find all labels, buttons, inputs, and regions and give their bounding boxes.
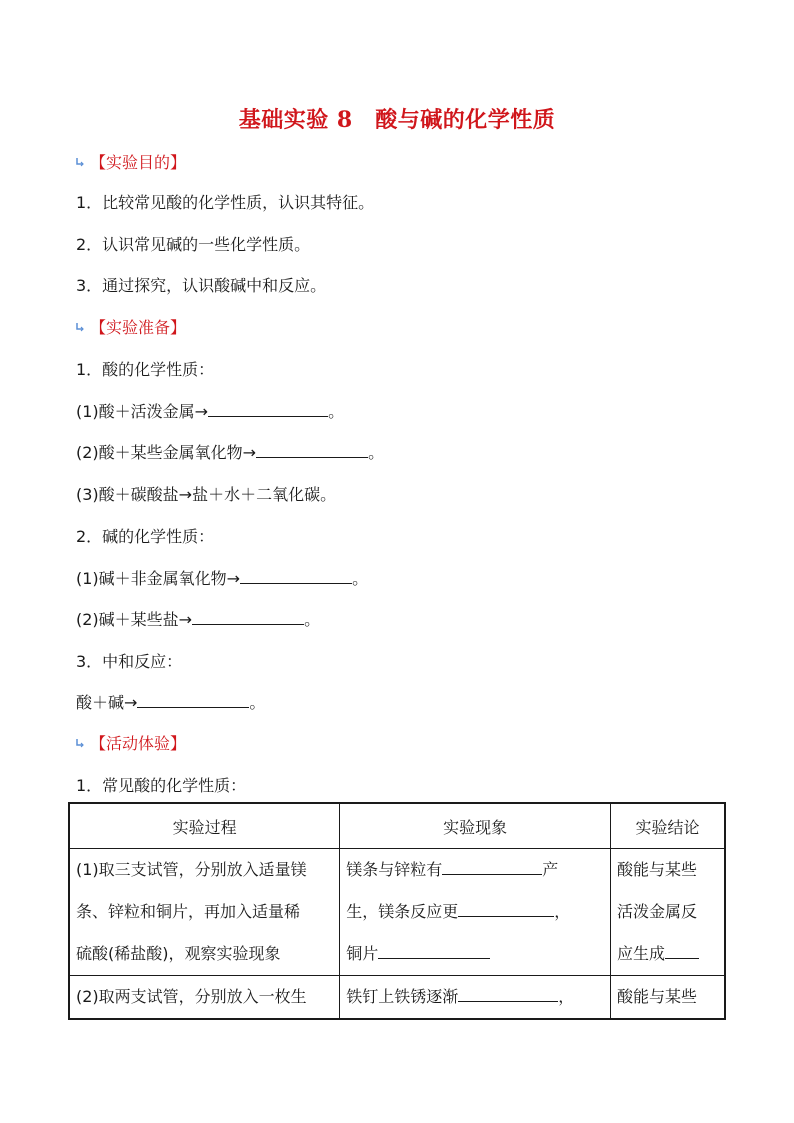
- period: 。: [368, 443, 385, 462]
- section-marker-icon: [76, 738, 85, 748]
- header-phenomenon: 实验现象: [340, 803, 611, 849]
- fill-blank[interactable]: [256, 443, 368, 458]
- activity-heading: 1．常见酸的化学性质：: [76, 776, 247, 795]
- section-activity-label: 【活动体验】: [90, 734, 187, 753]
- table-row: [69, 976, 725, 1020]
- acid-property-2-text: (2)酸＋某些金属氧化物→: [76, 443, 257, 462]
- section-activity: [76, 731, 186, 754]
- acid-property-2: [76, 440, 384, 463]
- process-line: 硫酸(稀盐酸)，观察实验现象: [76, 944, 281, 963]
- section-purpose-label: 【实验目的】: [90, 153, 187, 172]
- neutral-heading: 3．中和反应：: [76, 652, 183, 671]
- purpose-item-2: 2．认识常见碱的一些化学性质。: [76, 235, 311, 254]
- conclusion-line: 酸能与某些: [616, 987, 697, 1006]
- period: 。: [328, 402, 345, 421]
- acid-property-3: (3)酸＋碳酸盐→盐＋水＋二氧化碳。: [76, 485, 337, 504]
- process-line: (1)取三支试管，分别放入适量镁: [76, 860, 307, 879]
- phenomenon-text: 镁条与锌粒有: [346, 860, 443, 879]
- base-property-2: [76, 607, 320, 630]
- fill-blank[interactable]: [458, 987, 558, 1002]
- base-property-2-text: (2)碱＋某些盐→: [76, 610, 193, 629]
- header-process: 实验过程: [69, 803, 340, 849]
- base-property-1-text: (1)碱＋非金属氧化物→: [76, 569, 241, 588]
- fill-blank[interactable]: [378, 944, 490, 959]
- section-prep: [76, 315, 186, 338]
- period: 。: [249, 693, 266, 712]
- phenomenon-cell: [340, 849, 611, 976]
- table-row: [69, 849, 725, 976]
- base-property-1: [76, 566, 368, 589]
- acid-heading: 1．酸的化学性质：: [76, 360, 215, 379]
- fill-blank[interactable]: [137, 693, 249, 708]
- phenomenon-text: 生，镁条反应更: [346, 902, 459, 921]
- phenomenon-text: 产: [542, 860, 559, 879]
- phenomenon-line: [346, 933, 604, 975]
- process-line: (2)取两支试管，分别放入一枚生: [76, 987, 307, 1006]
- phenomenon-text: 铁钉上铁锈逐渐: [346, 987, 459, 1006]
- fill-blank[interactable]: [458, 902, 554, 917]
- acid-property-1-text: (1)酸＋活泼金属→: [76, 402, 209, 421]
- header-conclusion: 实验结论: [610, 803, 725, 849]
- table-header-row: [69, 803, 725, 849]
- page-title: 基础实验 8 酸与碱的化学性质: [238, 107, 556, 133]
- base-heading: 2．碱的化学性质：: [76, 527, 215, 546]
- section-prep-label: 【实验准备】: [90, 318, 187, 337]
- phenomenon-line: [346, 976, 604, 1018]
- conclusion-line: 活泼金属反: [616, 902, 697, 921]
- process-line: 条、锌粒和铜片，再加入适量稀: [76, 902, 301, 921]
- fill-blank[interactable]: [442, 860, 542, 875]
- fill-blank[interactable]: [192, 610, 304, 625]
- phenomenon-line: [346, 849, 604, 891]
- fill-blank[interactable]: [208, 402, 328, 417]
- conclusion-cell: [610, 976, 725, 1020]
- section-marker-icon: [76, 157, 85, 167]
- phenomenon-text: 铜片: [346, 944, 379, 963]
- neutral-reaction-text: 酸＋碱→: [76, 693, 138, 712]
- section-purpose: [76, 150, 186, 173]
- process-cell: [69, 976, 340, 1020]
- section-marker-icon: [76, 322, 85, 332]
- period: 。: [352, 569, 369, 588]
- process-cell: [69, 849, 340, 976]
- phenomenon-cell: [340, 976, 611, 1020]
- acid-property-1: [76, 399, 344, 422]
- phenomenon-text: ，: [558, 987, 575, 1006]
- conclusion-line: [617, 933, 718, 975]
- conclusion-text: 应生成: [616, 944, 665, 963]
- purpose-item-1: 1．比较常见酸的化学性质，认识其特征。: [76, 193, 375, 212]
- conclusion-cell: [610, 849, 725, 976]
- phenomenon-text: ，: [554, 902, 571, 921]
- fill-blank[interactable]: [665, 944, 699, 959]
- neutral-reaction: [76, 690, 265, 713]
- conclusion-line: 酸能与某些: [616, 860, 697, 879]
- experiment-table: [68, 802, 726, 1020]
- phenomenon-line: [346, 891, 604, 933]
- fill-blank[interactable]: [240, 569, 352, 584]
- period: 。: [304, 610, 321, 629]
- purpose-item-3: 3．通过探究，认识酸碱中和反应。: [76, 276, 327, 295]
